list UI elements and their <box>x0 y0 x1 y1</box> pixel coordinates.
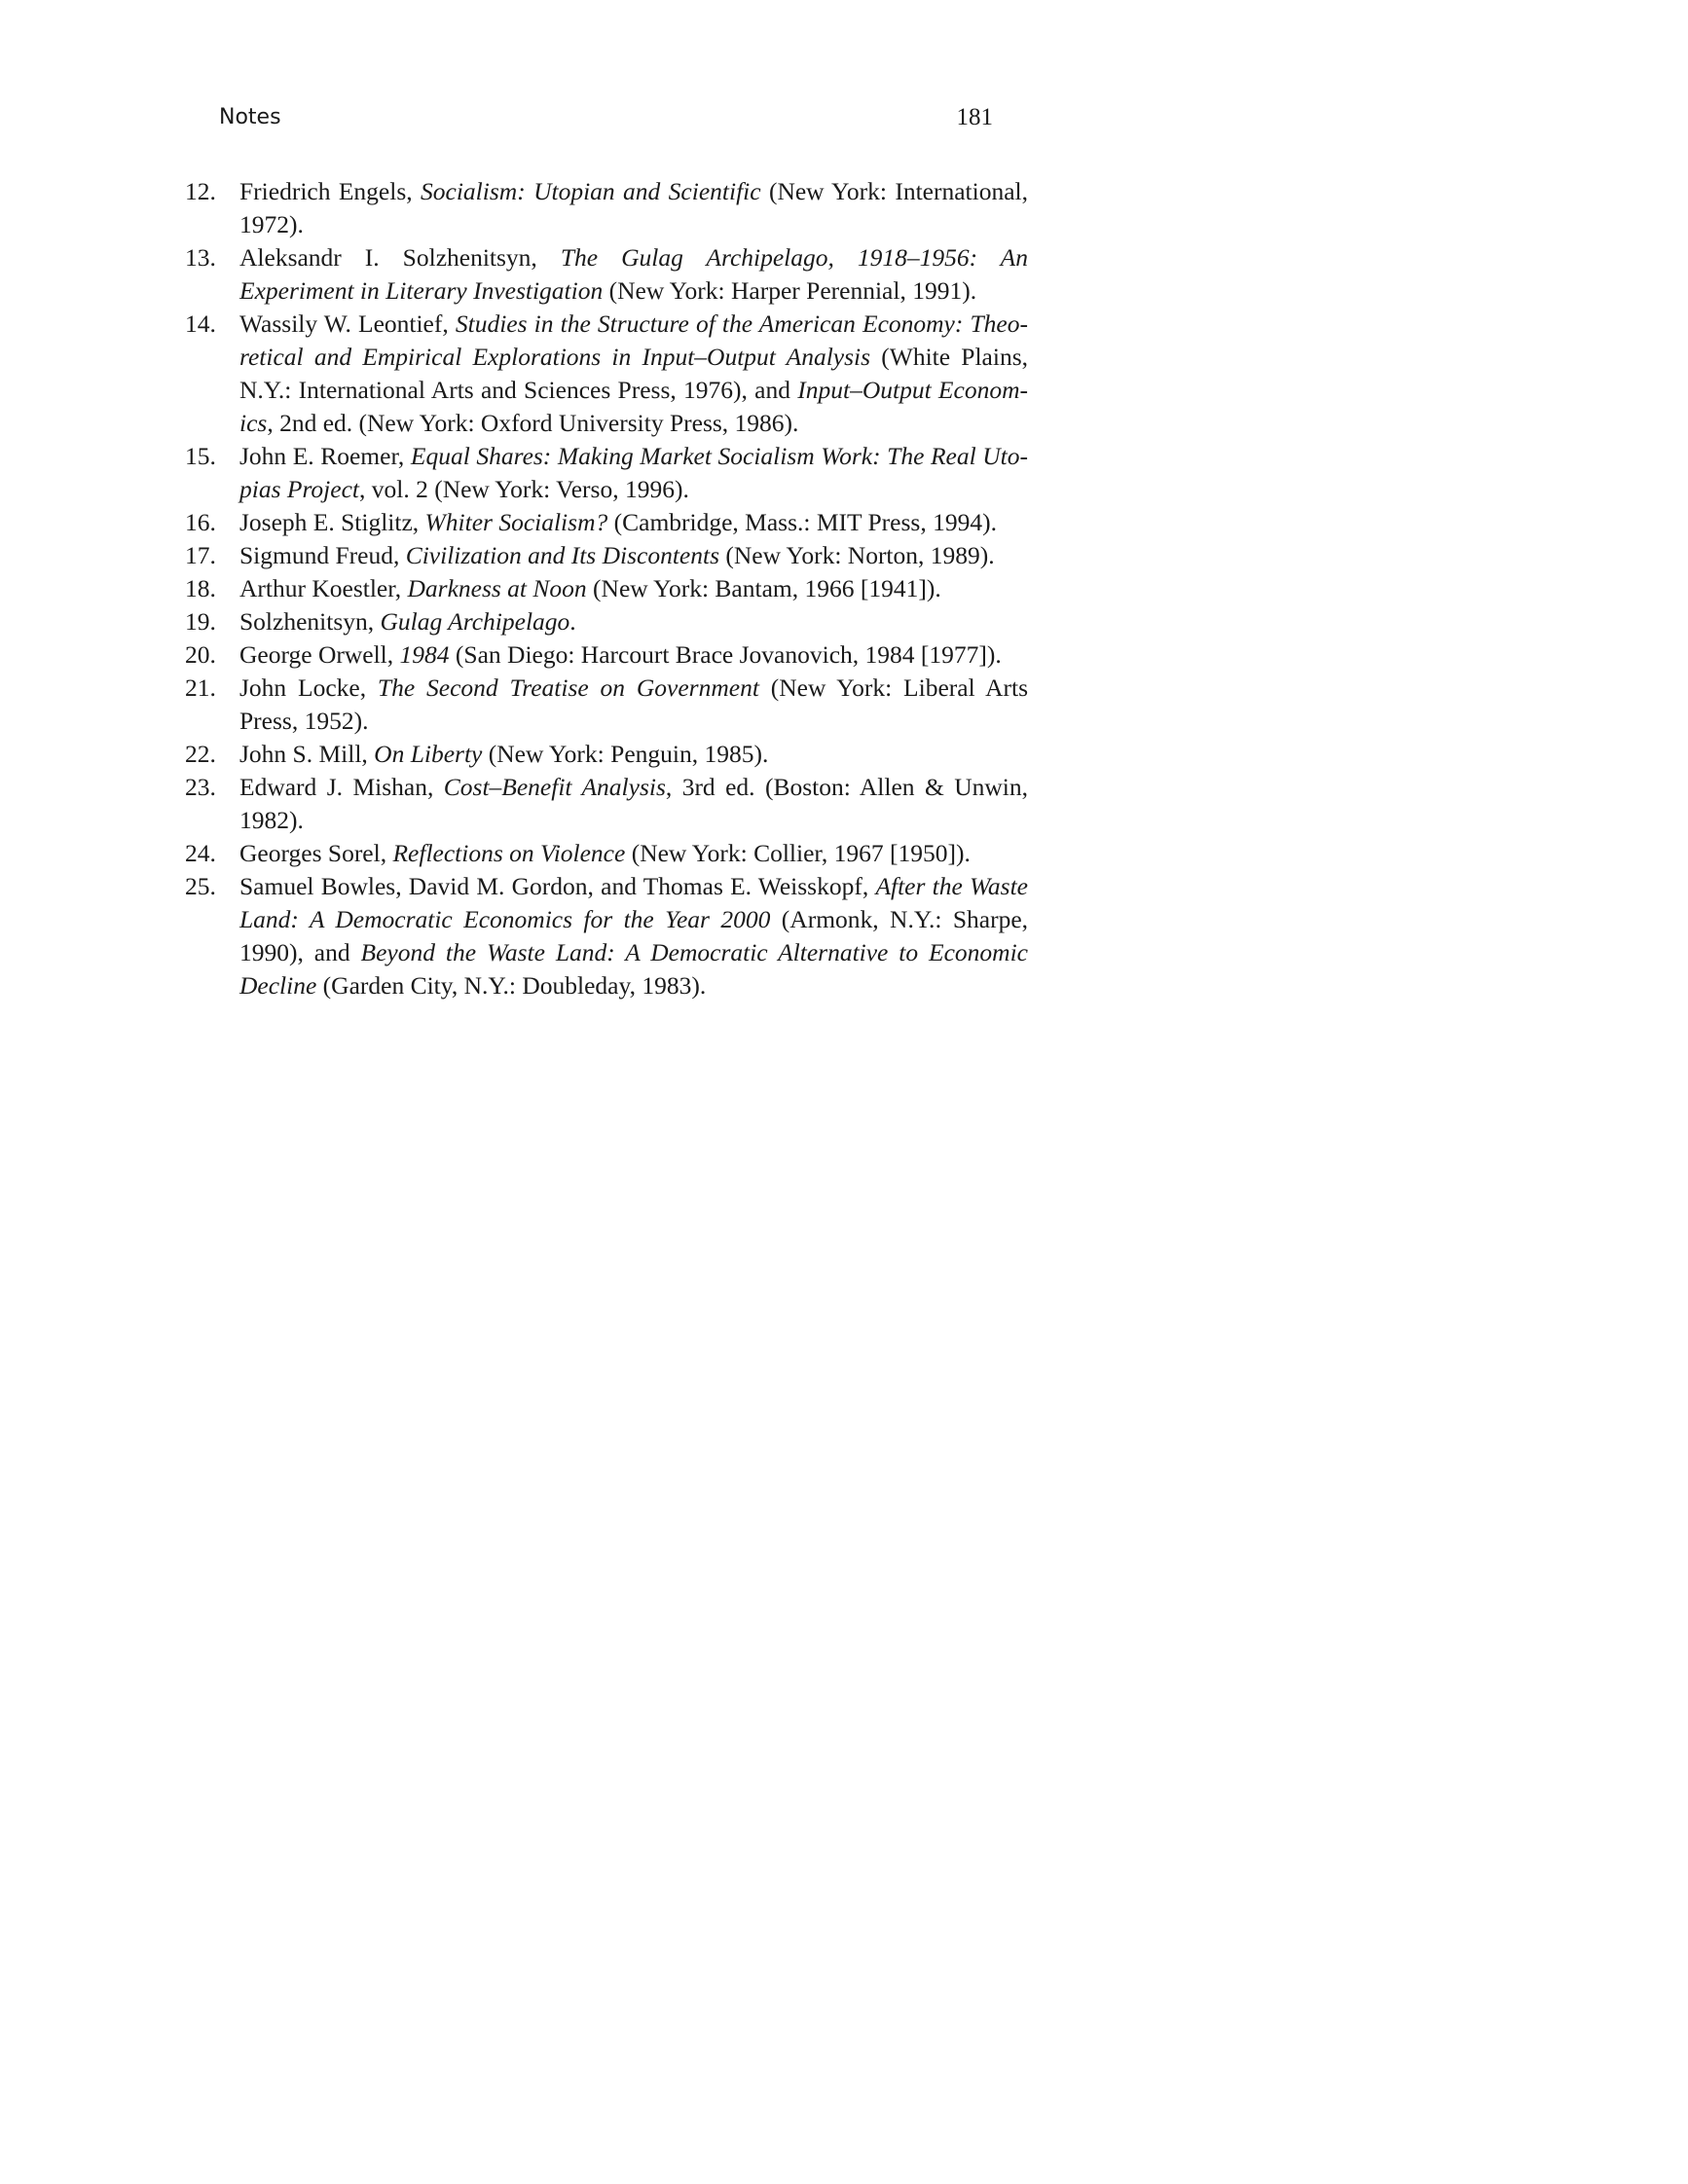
note-title-italic: Civilization and Its Discontents <box>405 541 720 569</box>
note-text-segment: . <box>569 607 576 636</box>
note-text-segment: Joseph E. Stiglitz, <box>239 508 425 536</box>
running-head <box>219 101 993 134</box>
note-text-segment: (San Diego: Harcourt Brace Jovanovich, 1984 [1977]). <box>449 640 1002 669</box>
note-text-segment: George Orwell, <box>239 640 400 669</box>
note-title-italic: Input–Output Economics <box>239 376 1028 437</box>
note-text-segment: , 3rd ed. (Boston: Allen & Unwin, 1982). <box>239 773 1028 834</box>
note-item <box>185 771 1028 837</box>
note-item <box>185 175 1028 241</box>
note-number: 12. <box>185 177 216 205</box>
note-title-italic: Socialism: Utopian and Scientific <box>421 177 761 205</box>
notes-list <box>185 175 1028 1002</box>
note-text-segment: (Armonk, N.Y.: Sharpe, 1990), and <box>239 905 1029 966</box>
note-number: 22. <box>185 740 216 768</box>
note-text-segment: Wassily W. Leontief, <box>239 309 456 338</box>
note-number: 23. <box>185 773 216 801</box>
section-title: Notes <box>219 105 281 129</box>
note-text <box>239 243 1028 305</box>
note-text-segment: (New York: Norton, 1989). <box>719 541 995 569</box>
note-item <box>185 440 1028 506</box>
note-text-segment: Arthur Koestler, <box>239 574 408 602</box>
note-title-italic: On Liberty <box>374 740 483 768</box>
note-text-segment: John Locke, <box>239 673 378 702</box>
note-text-segment: (New York: International, 1972). <box>239 177 1029 238</box>
page-number: 181 <box>956 104 993 130</box>
note-title-italic: Darkness at Noon <box>407 574 587 602</box>
note-text <box>239 177 1028 238</box>
note-item <box>185 605 1028 638</box>
note-number: 25. <box>185 872 216 900</box>
note-item <box>185 738 1028 771</box>
note-text-segment: Edward J. Mishan, <box>239 773 444 801</box>
note-number: 20. <box>185 640 216 669</box>
note-title-italic: Reflections on Violence <box>392 839 626 867</box>
note-text-segment: Solzhenitsyn, <box>239 607 381 636</box>
note-title-italic: After the Waste Land: A Democratic Economics for the Year 2000 <box>239 872 1029 933</box>
note-item <box>185 308 1028 440</box>
note-text <box>239 839 971 867</box>
note-number: 18. <box>185 574 216 602</box>
note-text-segment: (New York: Bantam, 1966 [1941]). <box>586 574 941 602</box>
note-text-segment: Samuel Bowles, David M. Gordon, and Thomas E. Weisskopf, <box>239 872 876 900</box>
note-number: 21. <box>185 673 216 702</box>
note-title-italic: Studies in the Structure of the American Economy: Theoretical and Empirical Explorations in Input–Output Analysis <box>239 309 1028 371</box>
note-text-segment: John E. Roemer, <box>239 442 411 470</box>
note-text-segment: (New York: Penguin, 1985). <box>482 740 769 768</box>
note-text-segment: (Garden City, N.Y.: Doubleday, 1983). <box>316 971 707 1000</box>
note-text <box>239 309 1028 437</box>
note-text-segment: Friedrich Engels, <box>239 177 422 205</box>
note-number: 17. <box>185 541 216 569</box>
note-title-italic: Cost–Benefit Analysis <box>443 773 666 801</box>
note-text-segment: Sigmund Freud, <box>239 541 406 569</box>
note-text-segment: Georges Sorel, <box>239 839 393 867</box>
note-title-italic: The Second Treatise on Government <box>377 673 759 702</box>
note-text <box>239 773 1028 834</box>
note-number: 15. <box>185 442 216 470</box>
note-item <box>185 672 1028 738</box>
note-text-segment: , vol. 2 (New York: Verso, 1996). <box>359 475 689 503</box>
note-title-italic: The Gulag Archipelago, 1918–1956: An Experiment in Literary Investigation <box>239 243 1028 305</box>
note-title-italic: Whiter Socialism? <box>424 508 608 536</box>
note-item <box>185 539 1028 572</box>
note-number: 16. <box>185 508 216 536</box>
note-text-segment: , 2nd ed. (New York: Oxford University Press, 1986). <box>267 409 799 437</box>
note-title-italic: 1984 <box>399 640 450 669</box>
note-text-segment: John S. Mill, <box>239 740 375 768</box>
note-item <box>185 870 1028 1002</box>
note-text-segment: (Cambridge, Mass.: MIT Press, 1994). <box>607 508 997 536</box>
note-text <box>239 673 1028 735</box>
note-item <box>185 837 1028 870</box>
note-item <box>185 241 1028 308</box>
note-text-segment: (White Plains, N.Y.: International Arts and Sciences Press, 1976), and <box>239 343 1028 404</box>
note-title-italic: Gulag Archipelago <box>380 607 570 636</box>
note-number: 13. <box>185 243 216 272</box>
note-text <box>239 607 576 636</box>
note-text <box>239 541 995 569</box>
note-title-italic: Beyond the Waste Land: A Democratic Alternative to Economic Decline <box>239 938 1028 1000</box>
note-item <box>185 638 1028 672</box>
note-text <box>239 872 1028 1000</box>
note-text-segment: (New York: Collier, 1967 [1950]). <box>625 839 971 867</box>
note-text-segment: (New York: Harper Perennial, 1991). <box>603 276 977 305</box>
note-text <box>239 574 941 602</box>
note-number: 14. <box>185 309 216 338</box>
note-item <box>185 506 1028 539</box>
note-number: 24. <box>185 839 216 867</box>
note-item <box>185 572 1028 605</box>
note-text <box>239 508 997 536</box>
note-text-segment: (New York: Liberal Arts Press, 1952). <box>239 673 1028 735</box>
note-text-segment: Aleksandr I. Solzhenitsyn, <box>239 243 561 272</box>
note-text <box>239 442 1028 503</box>
note-title-italic: Equal Shares: Making Market Socialism Work: The Real Utopias Project <box>239 442 1028 503</box>
note-number: 19. <box>185 607 216 636</box>
note-text <box>239 640 1002 669</box>
note-text <box>239 740 768 768</box>
